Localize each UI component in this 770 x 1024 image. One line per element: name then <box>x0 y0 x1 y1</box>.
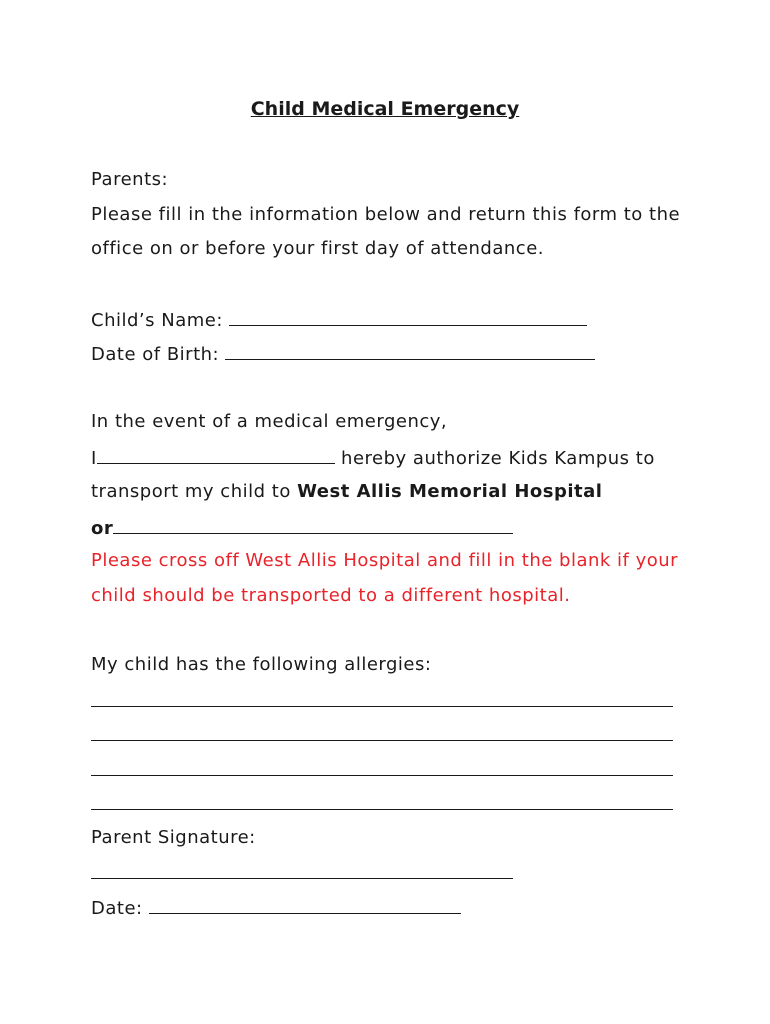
cross-off-note-line-1: Please cross off West Allis Hospital and fill in the blank if your <box>91 550 679 571</box>
blank-line[interactable] <box>91 860 513 879</box>
child-name-row <box>91 307 587 333</box>
transport-text: transport my child to <box>91 481 291 502</box>
date-label: Date: <box>91 898 143 919</box>
blank-line[interactable] <box>91 791 673 810</box>
child-name-field[interactable] <box>229 307 587 326</box>
allergies-field-3[interactable] <box>91 757 673 783</box>
emergency-line: In the event of a medical emergency, <box>91 411 448 432</box>
blank-line[interactable] <box>91 688 673 707</box>
allergies-label: My child has the following allergies: <box>91 654 432 675</box>
form-title: Child Medical Emergency <box>250 98 520 120</box>
dob-field[interactable] <box>225 341 595 360</box>
date-row <box>91 895 461 921</box>
greeting: Parents: <box>91 169 169 190</box>
blank-line[interactable] <box>91 722 673 741</box>
alt-hospital-row <box>91 515 513 541</box>
dob-row <box>91 341 595 367</box>
signature-label: Parent Signature: <box>91 827 256 848</box>
date-field[interactable] <box>149 895 461 914</box>
allergies-field-4[interactable] <box>91 791 673 817</box>
or-label: or <box>91 518 114 539</box>
parent-name-field[interactable] <box>97 445 335 464</box>
allergies-field-1[interactable] <box>91 688 673 714</box>
hospital-name: West Allis Memorial Hospital <box>297 481 603 502</box>
i-prefix: I <box>91 448 97 469</box>
cross-off-note-line-2: child should be transported to a different hospital. <box>91 585 571 606</box>
transport-row <box>91 480 602 504</box>
signature-field[interactable] <box>91 860 513 886</box>
child-name-label: Child’s Name: <box>91 310 223 331</box>
authorize-text: hereby authorize Kids Kampus to <box>341 448 655 469</box>
dob-label: Date of Birth: <box>91 344 220 365</box>
instructions-line-1: Please fill in the information below and return this form to the <box>91 204 681 225</box>
blank-line[interactable] <box>91 757 673 776</box>
alt-hospital-field[interactable] <box>113 515 513 534</box>
authorize-row <box>91 445 655 471</box>
instructions-line-2: office on or before your first day of attendance. <box>91 238 544 259</box>
allergies-field-2[interactable] <box>91 722 673 748</box>
